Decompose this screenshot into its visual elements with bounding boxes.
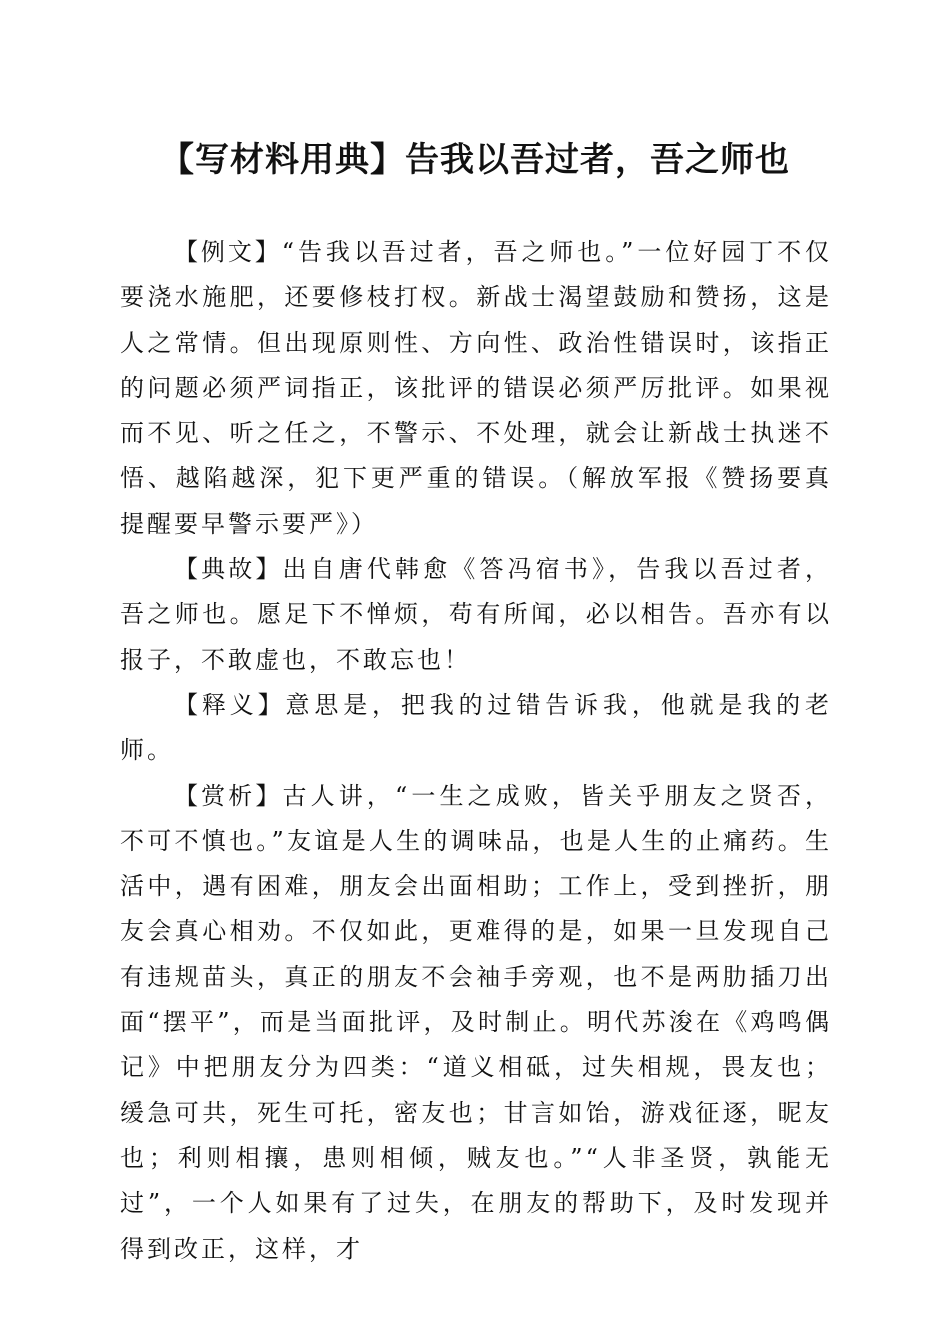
paragraph-meaning	[120, 683, 832, 774]
section-text-example: “告我以吾过者，吾之师也。”一位好园丁不仅要浇水施肥，还要修枝打杈。新战士渴望鼓励和赞扬，这是人之常情。但出现原则性、方向性、政治性错误时，该指正的问题必须严词指正，该批评的错误必须严厉批评。如果视而不见、听之任之，不警示、不处理，就会让新战士执迷不悟、越陷越深，犯下更严重的错误。（解放军报《赞扬要真提醒要早警示要严》）	[120, 238, 832, 538]
paragraph-allusion	[120, 547, 832, 683]
section-tag-example: 【例文】	[174, 238, 282, 266]
section-tag-meaning: 【释义】	[174, 690, 286, 719]
section-text-appreciation: 古人讲，“一生之成败，皆关乎朋友之贤否，不可不慎也。”友谊是人生的调味品，也是人生的止痛药。生活中，遇有困难，朋友会出面相助；工作上，受到挫折，朋友会真心相劝。不仅如此，更难得的是，如果一旦发现自己有违规苗头，真正的朋友不会袖手旁观，也不是两肋插刀出面“摆平”，而是当面批评，及时制止。明代苏浚在《鸡鸣偶记》中把朋友分为四类：“道义相砥，过失相规，畏友也；缓急可共，死生可托，密友也；甘言如饴，游戏征逐，昵友也；利则相攘，患则相倾，贼友也。”“人非圣贤，孰能无过”，一个人如果有了过失，在朋友的帮助下，及时发现并得到改正，这样，才	[120, 781, 832, 1263]
section-tag-appreciation: 【赏析】	[174, 781, 283, 810]
paragraph-appreciation	[120, 774, 832, 1272]
section-text-allusion: 出自唐代韩愈《答冯宿书》，告我以吾过者，吾之师也。愿足下不惮烦，苟有所闻，必以相告。吾亦有以报子，不敢虚也，不敢忘也！	[120, 555, 833, 674]
document-body	[120, 230, 832, 1272]
section-text-meaning: 意思是，把我的过错告诉我，他就是我的老师。	[120, 690, 833, 765]
document-title: 【写材料用典】告我以吾过者，吾之师也	[160, 140, 790, 180]
paragraph-example	[120, 230, 832, 547]
section-tag-allusion: 【典故】	[174, 555, 283, 584]
